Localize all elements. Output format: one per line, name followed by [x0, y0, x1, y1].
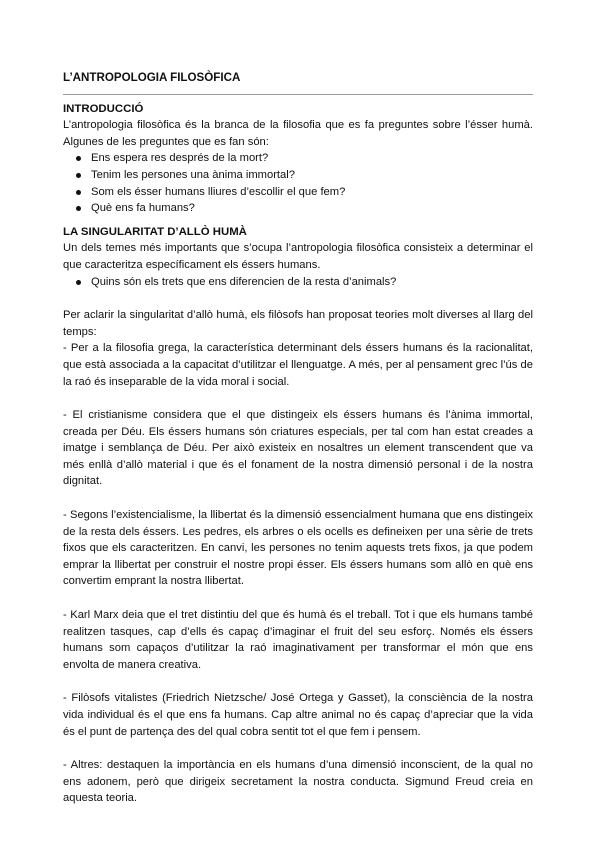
theory-greek-paragraph: - Per a la filosofia grega, la característica determinant dels éssers humans és la racionalitat, que està associada a la capacitat d’utilitzar el llenguatge. A més, per al pensament grec l’ús de la raó és inseparable de la vida moral i social.	[63, 342, 533, 388]
list-item: Som els ésser humans lliures d’escollir el que fem?	[91, 184, 533, 201]
singularitat-paragraph: Un dels temes més importants que s’ocupa l’antropologia filosòfica consisteix a determinar el que caracteritza específicament els éssers humans.	[63, 242, 533, 271]
section-heading-introduccio: INTRODUCCIÓ	[63, 102, 144, 115]
theory-marx-paragraph: - Karl Marx deia que el tret distintiu del que és humà és el treball. Tot i que els humans també realitzen tasques, cap d’ells és capaç d’imaginar el fruit del seu esforç. Només els éssers humans som capaços d’utilitzar la raó imaginativament per transformar el món que ens envolta de manera creativa.	[63, 609, 533, 671]
theory-others-paragraph: - Altres: destaquen la importància en els humans d’una dimensió inconscient, de la qual no ens adonem, però que dirigeix secretament la nostra conducta. Sigmund Freud creia en aquesta teoria.	[63, 759, 533, 805]
theory-vitalist-paragraph: - Filòsofs vitalistes (Friedrich Nietzsche/ José Ortega y Gasset), la consciència de la nostra vida individual és el que ens fa humans. Cap altre animal no és capaç d’apreciar que la vida és el punt de partença des del qual cobra sentit tot el que fem i pensem.	[63, 692, 533, 738]
title-divider	[63, 94, 533, 95]
list-item: Què ens fa humans?	[91, 200, 533, 217]
document-title: L’ANTROPOLOGIA FILOSÒFICA	[63, 71, 241, 84]
list-item: Tenim les persones una ànima immortal?	[91, 167, 533, 184]
section-heading-singularitat: LA SINGULARITAT D’ALLÒ HUMÀ	[63, 225, 247, 238]
document-page	[63, 70, 533, 807]
singularitat-question-list	[63, 274, 533, 291]
theory-christian-paragraph: - El cristianisme considera que el que distingeix els éssers humans és l’ànima immortal, creada per Déu. Els éssers humans són criatures especials, per tal com han estat creades a imatge i semblança de Déu. Per això existeix en nosaltres un element transcendent que va més enllà d’allò material i que és el fonament de la nostra dimensió personal i de la nostra dignitat.	[63, 409, 533, 488]
list-item: Quins són els trets que ens diferencien de la resta d’animals?	[91, 274, 533, 291]
intro-paragraph: L’antropologia filosòfica és la branca de la filosofia que es fa preguntes sobre l’ésser humà. Algunes de les preguntes que es fan són:	[63, 119, 533, 148]
intro-question-list	[63, 150, 533, 216]
theory-existentialism-paragraph: - Segons l’existencialisme, la llibertat és la dimensió essencialment humana que ens distingeix de la resta dels éssers. Les pedres, els arbres o els ocells es defineixen per una sèrie de trets fixos que els caracteritzen. En canvi, les persones no tenim aquests trets fixos, ja que podem emprar la llibertat per construir el nostre propi ésser. Els éssers humans som allò en què ens convertim emprant la nostra llibertat.	[63, 509, 533, 588]
list-item: Ens espera res després de la mort?	[91, 150, 533, 167]
theories-intro-paragraph: Per aclarir la singularitat d’allò humà, els filòsofs han proposat teories molt diverses al llarg del temps:	[63, 309, 533, 338]
